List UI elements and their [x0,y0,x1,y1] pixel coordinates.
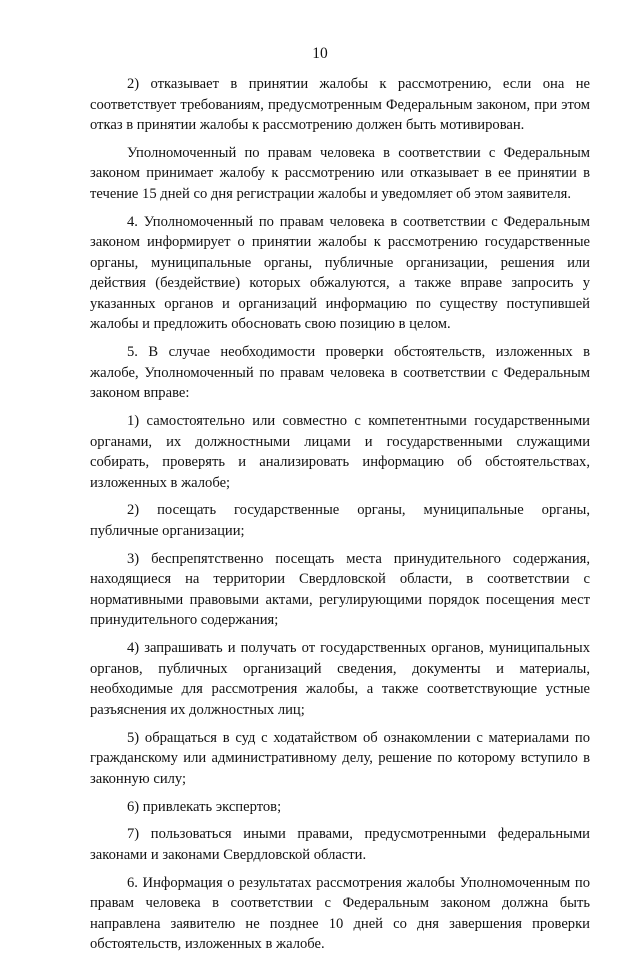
list-item-5-7: 7) пользоваться иными правами, предусмотренными федеральными законами и законами Свердловской области. [90,826,590,863]
paragraph-refuse-complaint: 2) отказывает в принятии жалобы к рассмотрению, если она не соответствует требованиям, предусмотренным Федеральным законом, при этом отказ в принятии жалобы к рассмотрению должен быть мотивирован. [90,76,590,133]
page-number: 10 [312,45,328,62]
paragraph-acceptance-term: Уполномоченный по правам человека в соответствии с Федеральным законом принимает жалобу к рассмотрению или отказывает в ее принятии в течение 15 дней со дня регистрации жалобы и уведомляет об этом заявителя. [90,144,590,202]
list-item-5-4: 4) запрашивать и получать от государственных органов, муниципальных органов, публичных организаций сведения, документы и материалы, необходимые для рассмотрения жалобы, а также соответствующие устные разъяснения их должностных лиц; [90,640,590,718]
list-item-5-6: 6) привлекать экспертов; [127,798,282,815]
list-item-5-2: 2) посещать государственные органы, муниципальные органы, публичные организации; [90,502,590,539]
list-item-5-1: 1) самостоятельно или совместно с компетентными государственными органами, их должностными лицами и государственными служащими собирать, проверять и анализировать информацию об обстоятельствах, изложенных в жалобе; [90,413,590,491]
document-body [90,74,590,962]
paragraph-item-5-verification: 5. В случае необходимости проверки обстоятельств, изложенных в жалобе, Уполномоченный по правам человека в соответствии с Федеральным законом вправе: [90,344,590,402]
list-item-5-5: 5) обращаться в суд с ходатайством об ознакомлении с материалами по гражданскому или административному делу, решение по которому вступило в законную силу; [90,729,590,787]
paragraph-item-4-notification: 4. Уполномоченный по правам человека в соответствии с Федеральным законом информирует о принятии жалобы к рассмотрению государственные органы, муниципальные органы, публичные организации, решения или действия (бездействие) которых обжалуются, а также вправе запросить у указанных органов и организаций информацию по существу поступившей жалобы и предложить обосновать свою позицию в целом. [90,213,590,333]
paragraph-item-6-results: 6. Информация о результатах рассмотрения жалобы Уполномоченным по правам человека в соответствии с Федеральным законом должна быть направлена заявителю не позднее 10 дней со дня завершения проверки обстоятельств, изложенных в жалобе. [90,874,590,953]
list-item-5-3: 3) беспрепятственно посещать места принудительного содержания, находящиеся на территории Свердловской области, в соответствии с нормативными правовыми актами, регулирующими порядок посещения мест принудительного содержания; [90,550,590,629]
